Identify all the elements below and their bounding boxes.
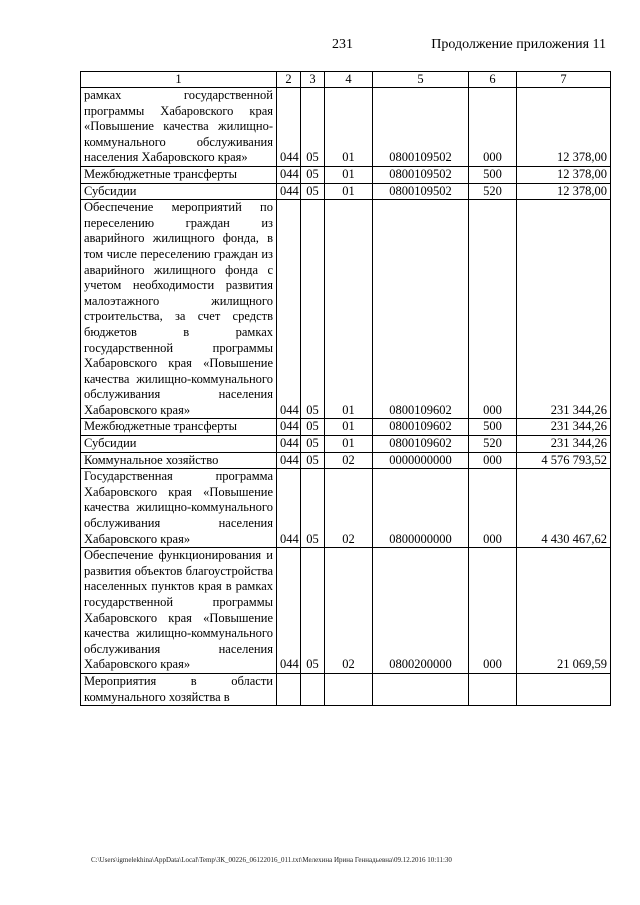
- target-article-code: 0800109502: [373, 88, 469, 167]
- subsection-code: 01: [325, 419, 373, 436]
- column-header: 2: [277, 72, 301, 88]
- column-header: 3: [301, 72, 325, 88]
- row-description: Субсидии: [81, 183, 277, 200]
- row-description: Мероприятия в области коммунального хозяйства в: [81, 673, 277, 705]
- section-code: 05: [301, 166, 325, 183]
- expense-type-code: [469, 673, 517, 705]
- row-description: Обеспечение мероприятий по переселению граждан из аварийного жилищного фонда, в том числе переселению граждан из аварийного жилищного фонда с учетом необходимости развития малоэтажного жилищного строительства, за счет средств бюджетов в рамках государственной программы Хабаровского края «Повышение качества жилищно-коммунального обслуживания населения Хабаровского края»: [81, 200, 277, 419]
- ministry-code: 044: [277, 452, 301, 469]
- row-description: Государственная программа Хабаровского края «Повышение качества жилищно-коммунального обслуживания населения Хабаровского края»: [81, 469, 277, 548]
- target-article-code: 0800109602: [373, 419, 469, 436]
- row-description: Обеспечение функционирования и развития объектов благоустройства населенных пунктов края в рамках государственной программы Хабаровского края «Повышение качества жилищно-коммунального обслуживания населения Хабаровского края»: [81, 548, 277, 674]
- ministry-code: 044: [277, 548, 301, 674]
- table-row: [81, 200, 611, 419]
- expense-type-code: 500: [469, 166, 517, 183]
- appendix-continuation-label: Продолжение приложения 11: [431, 37, 606, 52]
- amount: 21 069,59: [517, 548, 611, 674]
- table-row: [81, 166, 611, 183]
- amount: 231 344,26: [517, 436, 611, 453]
- section-code: 05: [301, 183, 325, 200]
- subsection-code: 01: [325, 436, 373, 453]
- subsection-code: 01: [325, 88, 373, 167]
- amount: 12 378,00: [517, 166, 611, 183]
- document-footer-path: C:\Users\igmelekhina\AppData\Local\Temp\ЗК_00226_06122016_011.txt\Мелехина Ирина Геннадьевна\09.12.2016 10:11:30: [91, 856, 452, 864]
- section-code: 05: [301, 419, 325, 436]
- section-code: 05: [301, 548, 325, 674]
- section-code: 05: [301, 436, 325, 453]
- table-row: [81, 469, 611, 548]
- table-row: [81, 452, 611, 469]
- column-header: 7: [517, 72, 611, 88]
- ministry-code: [277, 673, 301, 705]
- amount: 231 344,26: [517, 419, 611, 436]
- amount: 231 344,26: [517, 200, 611, 419]
- budget-table: [80, 71, 611, 706]
- amount: 4 430 467,62: [517, 469, 611, 548]
- subsection-code: 01: [325, 200, 373, 419]
- table-row: [81, 436, 611, 453]
- expense-type-code: 520: [469, 436, 517, 453]
- ministry-code: 044: [277, 469, 301, 548]
- section-code: 05: [301, 88, 325, 167]
- section-code: 05: [301, 452, 325, 469]
- expense-type-code: 000: [469, 452, 517, 469]
- row-description: рамках государственной программы Хабаровского края «Повышение качества жилищно-коммунального обслуживания населения Хабаровского края»: [81, 88, 277, 167]
- target-article-code: [373, 673, 469, 705]
- table-row: [81, 673, 611, 705]
- table-row: [81, 548, 611, 674]
- section-code: 05: [301, 200, 325, 419]
- column-header: 4: [325, 72, 373, 88]
- target-article-code: 0800109502: [373, 166, 469, 183]
- ministry-code: 044: [277, 166, 301, 183]
- expense-type-code: 000: [469, 548, 517, 674]
- column-header: 1: [81, 72, 277, 88]
- table-row: [81, 419, 611, 436]
- amount: 12 378,00: [517, 183, 611, 200]
- amount: [517, 673, 611, 705]
- amount: 4 576 793,52: [517, 452, 611, 469]
- section-code: 05: [301, 469, 325, 548]
- expense-type-code: 500: [469, 419, 517, 436]
- target-article-code: 0800200000: [373, 548, 469, 674]
- target-article-code: 0800109602: [373, 436, 469, 453]
- expense-type-code: 000: [469, 469, 517, 548]
- page-number: 231: [332, 37, 353, 52]
- row-description: Межбюджетные трансферты: [81, 166, 277, 183]
- expense-type-code: 000: [469, 200, 517, 419]
- target-article-code: 0800109502: [373, 183, 469, 200]
- subsection-code: 02: [325, 452, 373, 469]
- target-article-code: 0800000000: [373, 469, 469, 548]
- table-row: [81, 183, 611, 200]
- section-code: [301, 673, 325, 705]
- amount: 12 378,00: [517, 88, 611, 167]
- ministry-code: 044: [277, 200, 301, 419]
- ministry-code: 044: [277, 436, 301, 453]
- column-header: 6: [469, 72, 517, 88]
- row-description: Субсидии: [81, 436, 277, 453]
- subsection-code: [325, 673, 373, 705]
- subsection-code: 02: [325, 469, 373, 548]
- column-number-header-row: [81, 72, 611, 88]
- subsection-code: 02: [325, 548, 373, 674]
- expense-type-code: 000: [469, 88, 517, 167]
- table-row: [81, 88, 611, 167]
- expense-type-code: 520: [469, 183, 517, 200]
- ministry-code: 044: [277, 183, 301, 200]
- target-article-code: 0000000000: [373, 452, 469, 469]
- column-header: 5: [373, 72, 469, 88]
- row-description: Коммунальное хозяйство: [81, 452, 277, 469]
- ministry-code: 044: [277, 88, 301, 167]
- target-article-code: 0800109602: [373, 200, 469, 419]
- ministry-code: 044: [277, 419, 301, 436]
- subsection-code: 01: [325, 166, 373, 183]
- subsection-code: 01: [325, 183, 373, 200]
- row-description: Межбюджетные трансферты: [81, 419, 277, 436]
